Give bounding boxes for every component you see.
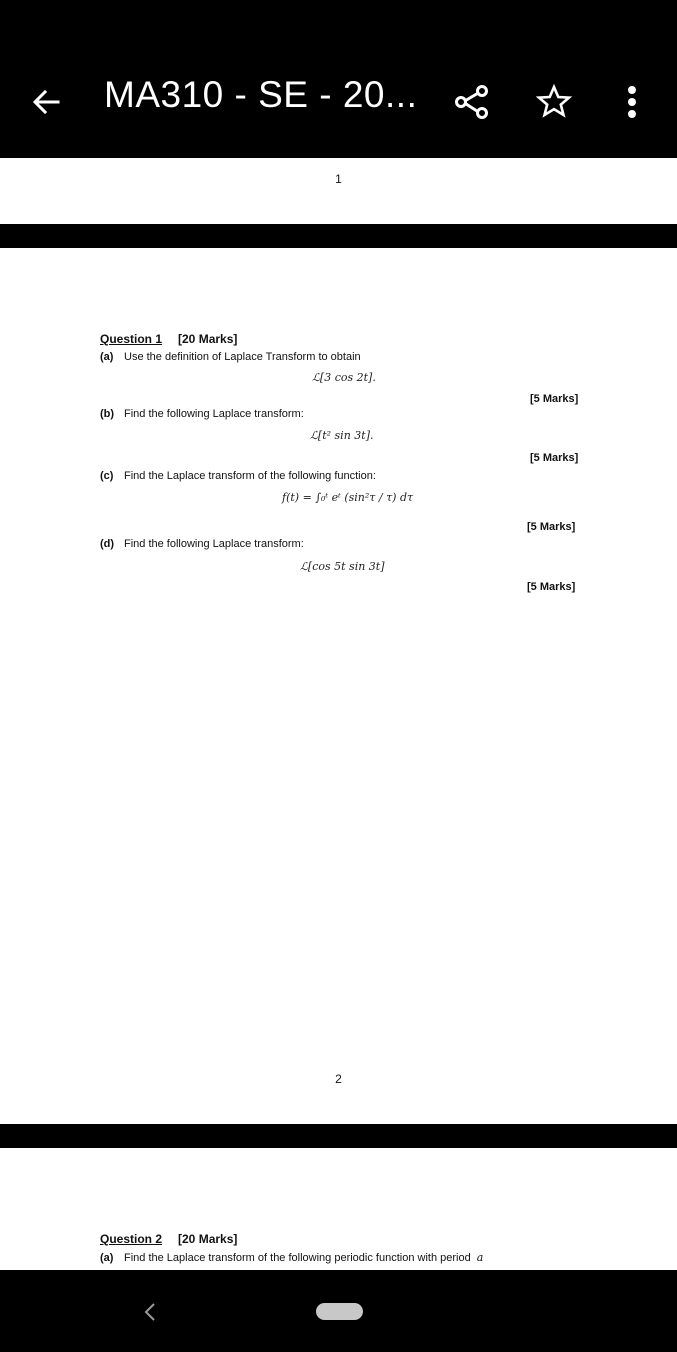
question-part-b xyxy=(100,408,304,420)
part-text: Use the definition of Laplace Transform to obtain xyxy=(124,351,361,363)
question-1-header xyxy=(100,332,237,346)
formula-c: f(t) = ∫₀ᵗ eᵗ (sin²τ / τ) dτ xyxy=(282,491,414,504)
marks-d: [5 Marks] xyxy=(527,581,576,593)
part-label: (b) xyxy=(100,408,115,420)
marks-a: [5 Marks] xyxy=(530,393,579,405)
part-text: Find the following Laplace transform: xyxy=(124,408,304,420)
part-label: (c) xyxy=(100,470,114,482)
page-number: 1 xyxy=(335,172,342,186)
question-part-a xyxy=(100,351,361,363)
question-marks: [20 Marks] xyxy=(178,1232,238,1246)
part-label: (d) xyxy=(100,538,115,550)
system-back-button[interactable] xyxy=(140,1300,162,1324)
page-divider xyxy=(0,1124,677,1148)
more-options-button[interactable] xyxy=(620,82,644,122)
part-text: Find the Laplace transform of the following periodic function with period xyxy=(124,1252,471,1264)
pdf-page-3 xyxy=(0,1148,677,1270)
period-variable: a xyxy=(476,1251,484,1264)
marks-c: [5 Marks] xyxy=(527,521,576,533)
formula-b: ℒ[t² sin 3t]. xyxy=(310,429,374,442)
question-part-d xyxy=(100,538,304,550)
arrow-left-icon xyxy=(28,84,64,120)
share-button[interactable] xyxy=(452,82,492,122)
pdf-page-2 xyxy=(0,248,677,1124)
page-number: 2 xyxy=(335,1072,342,1086)
document-title: MA310 - SE - 20... xyxy=(104,74,418,115)
question-part-c xyxy=(100,470,376,482)
question-label: Question 2 xyxy=(100,1232,163,1246)
question-marks: [20 Marks] xyxy=(178,332,238,346)
back-button[interactable] xyxy=(28,84,64,120)
page-divider xyxy=(0,224,677,248)
pdf-page-1 xyxy=(0,158,677,224)
home-pill[interactable] xyxy=(316,1303,363,1320)
more-vert-icon xyxy=(620,82,644,122)
formula-a: ℒ[3 cos 2t]. xyxy=(312,371,376,384)
chevron-left-icon xyxy=(140,1300,162,1324)
share-icon xyxy=(452,82,492,122)
app-bar xyxy=(0,0,677,158)
question-2-header xyxy=(100,1232,237,1246)
formula-d: ℒ[cos 5t sin 3t] xyxy=(300,560,385,573)
part-label: (a) xyxy=(100,1252,114,1264)
marks-b: [5 Marks] xyxy=(530,452,579,464)
system-navigation-bar xyxy=(0,1270,677,1352)
question-label: Question 1 xyxy=(100,332,163,346)
part-text: Find the following Laplace transform: xyxy=(124,538,304,550)
question-2-part-a xyxy=(100,1251,483,1264)
star-button[interactable] xyxy=(534,82,574,122)
star-icon xyxy=(534,82,574,122)
part-text: Find the Laplace transform of the following function: xyxy=(124,470,376,482)
part-label: (a) xyxy=(100,351,114,363)
